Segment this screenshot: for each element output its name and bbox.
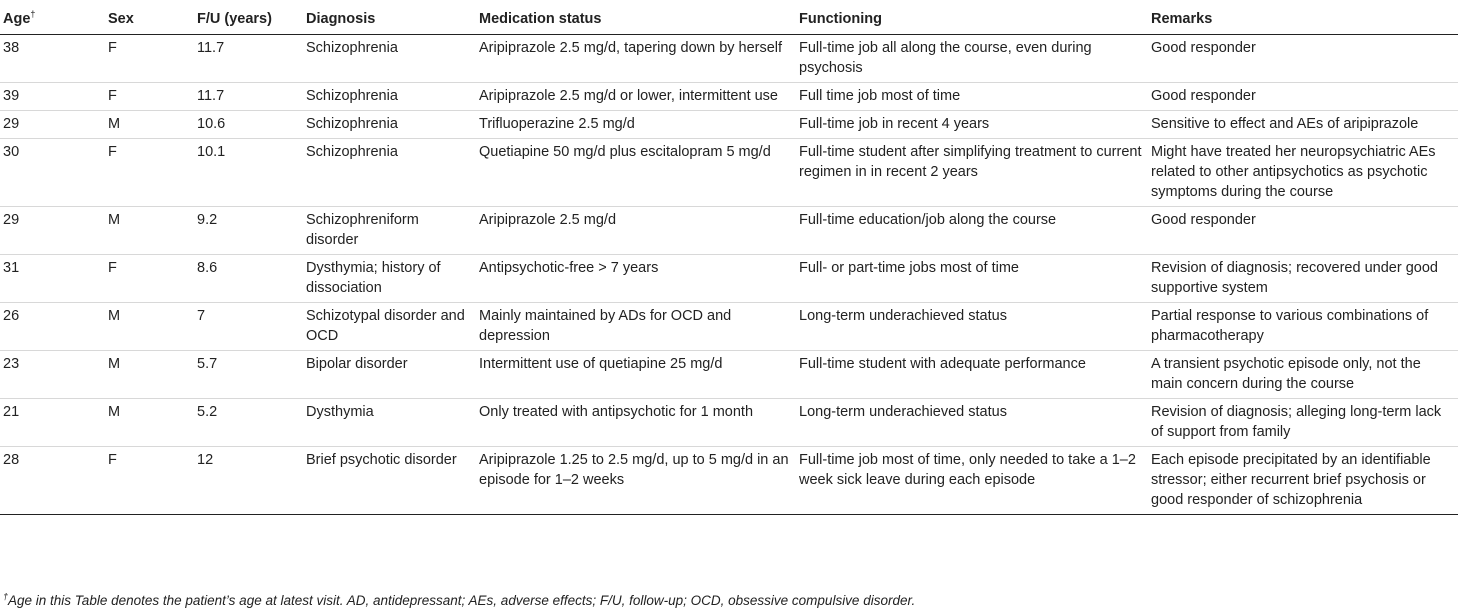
cell-remarks: Each episode precipitated by an identifiable stressor; either recurrent brief psychosis or good responder of schizophrenia [1151, 452, 1431, 508]
table-row [0, 351, 1458, 399]
cell-medication: Aripiprazole 2.5 mg/d or lower, intermittent use [479, 88, 778, 104]
cell-functioning: Full-time education/job along the course [799, 212, 1057, 228]
cell-fu: 11.7 [197, 40, 225, 56]
cell-medication: Mainly maintained by ADs for OCD and depression [479, 308, 732, 344]
header-diagnosis: Diagnosis [306, 11, 376, 27]
cell-functioning: Full-time job all along the course, even during psychosis [799, 40, 1092, 76]
footnote-dagger: † [3, 591, 9, 602]
cell-remarks: Good responder [1151, 212, 1256, 228]
cell-medication: Intermittent use of quetiapine 25 mg/d [479, 356, 723, 372]
cell-medication: Antipsychotic-free > 7 years [479, 260, 659, 276]
cell-fu: 7 [197, 308, 206, 324]
cell-remarks: Good responder [1151, 40, 1256, 56]
cell-diagnosis: Schizophreniform disorder [306, 212, 419, 248]
dagger-marker: † [30, 9, 36, 20]
cell-diagnosis: Schizophrenia [306, 144, 398, 160]
cell-remarks: Sensitive to effect and AEs of aripiprazole [1151, 116, 1419, 132]
cell-fu: 11.7 [197, 88, 225, 104]
cell-fu: 5.2 [197, 404, 218, 420]
cell-diagnosis: Dysthymia [306, 404, 374, 420]
cell-age: 30 [3, 144, 20, 160]
cell-diagnosis: Dysthymia; history of dissociation [306, 260, 441, 296]
cell-sex: F [108, 40, 117, 56]
cell-medication: Aripiprazole 2.5 mg/d [479, 212, 617, 228]
cell-functioning: Full-time job in recent 4 years [799, 116, 990, 132]
cell-age: 29 [3, 116, 20, 132]
cell-remarks: Revision of diagnosis; recovered under good supportive system [1151, 260, 1438, 296]
table-footnote [3, 593, 915, 608]
cell-age: 29 [3, 212, 20, 228]
cell-fu: 5.7 [197, 356, 218, 372]
cell-medication: Aripiprazole 2.5 mg/d, tapering down by herself [479, 40, 783, 56]
footnote-text: Age in this Table denotes the patient’s age at latest visit. AD, antidepressant; AEs, adverse effects; F/U, follow-up; OCD, obsessive compulsive disorder. [8, 593, 916, 608]
cell-age: 39 [3, 88, 20, 104]
cell-diagnosis: Bipolar disorder [306, 356, 408, 372]
cell-sex: M [108, 116, 121, 132]
header-fu: F/U (years) [197, 11, 272, 27]
cell-fu: 9.2 [197, 212, 218, 228]
table-row [0, 139, 1458, 207]
cell-fu: 10.1 [197, 144, 226, 160]
cell-remarks: Partial response to various combinations of pharmacotherapy [1151, 308, 1429, 344]
cell-remarks: A transient psychotic episode only, not the main concern during the course [1151, 356, 1421, 392]
cell-age: 38 [3, 40, 20, 56]
header-sex: Sex [108, 11, 134, 27]
header-functioning: Functioning [799, 11, 882, 27]
cell-sex: M [108, 212, 121, 228]
cell-age: 31 [3, 260, 20, 276]
cell-medication: Trifluoperazine 2.5 mg/d [479, 116, 635, 132]
cell-age: 26 [3, 308, 20, 324]
cell-diagnosis: Brief psychotic disorder [306, 452, 457, 468]
cell-functioning: Full-time student with adequate performance [799, 356, 1086, 372]
cell-sex: F [108, 452, 117, 468]
cell-age: 21 [3, 404, 20, 420]
table-header-row [0, 5, 1458, 35]
cell-fu: 12 [197, 452, 214, 468]
cell-age: 28 [3, 452, 20, 468]
cell-diagnosis: Schizophrenia [306, 116, 398, 132]
cell-fu: 10.6 [197, 116, 226, 132]
cell-medication: Aripiprazole 1.25 to 2.5 mg/d, up to 5 mg/d in an episode for 1–2 weeks [479, 452, 789, 488]
cell-remarks: Good responder [1151, 88, 1256, 104]
table-row [0, 447, 1458, 515]
cell-age: 23 [3, 356, 20, 372]
cell-functioning: Long-term underachieved status [799, 404, 1007, 420]
cell-remarks: Revision of diagnosis; alleging long-term lack of support from family [1151, 404, 1442, 440]
table-row [0, 399, 1458, 447]
header-medication: Medication status [479, 11, 602, 27]
cell-sex: F [108, 88, 117, 104]
table-row [0, 255, 1458, 303]
cell-medication: Only treated with antipsychotic for 1 month [479, 404, 754, 420]
cell-functioning: Full-time job most of time, only needed to take a 1–2 week sick leave during each episode [799, 452, 1136, 488]
cell-functioning: Long-term underachieved status [799, 308, 1007, 324]
cell-functioning: Full time job most of time [799, 88, 961, 104]
table-row [0, 111, 1458, 139]
cell-diagnosis: Schizophrenia [306, 40, 398, 56]
patient-table [0, 5, 1458, 515]
table-row [0, 207, 1458, 255]
cell-sex: M [108, 356, 121, 372]
cell-functioning: Full-time student after simplifying treatment to current regimen in in recent 2 years [799, 144, 1142, 180]
cell-remarks: Might have treated her neuropsychiatric AEs related to other antipsychotics as psychotic symptoms during the course [1151, 144, 1436, 200]
table-row [0, 35, 1458, 83]
cell-diagnosis: Schizophrenia [306, 88, 398, 104]
table-row [0, 303, 1458, 351]
cell-medication: Quetiapine 50 mg/d plus escitalopram 5 mg/d [479, 144, 771, 160]
cell-sex: F [108, 260, 117, 276]
cell-sex: M [108, 308, 121, 324]
header-remarks: Remarks [1151, 11, 1213, 27]
header-age: Age† [3, 9, 36, 27]
cell-fu: 8.6 [197, 260, 218, 276]
table-body [0, 35, 1458, 515]
cell-functioning: Full- or part-time jobs most of time [799, 260, 1019, 276]
table-row [0, 83, 1458, 111]
cell-diagnosis: Schizotypal disorder and OCD [306, 308, 465, 344]
cell-sex: M [108, 404, 121, 420]
cell-sex: F [108, 144, 117, 160]
